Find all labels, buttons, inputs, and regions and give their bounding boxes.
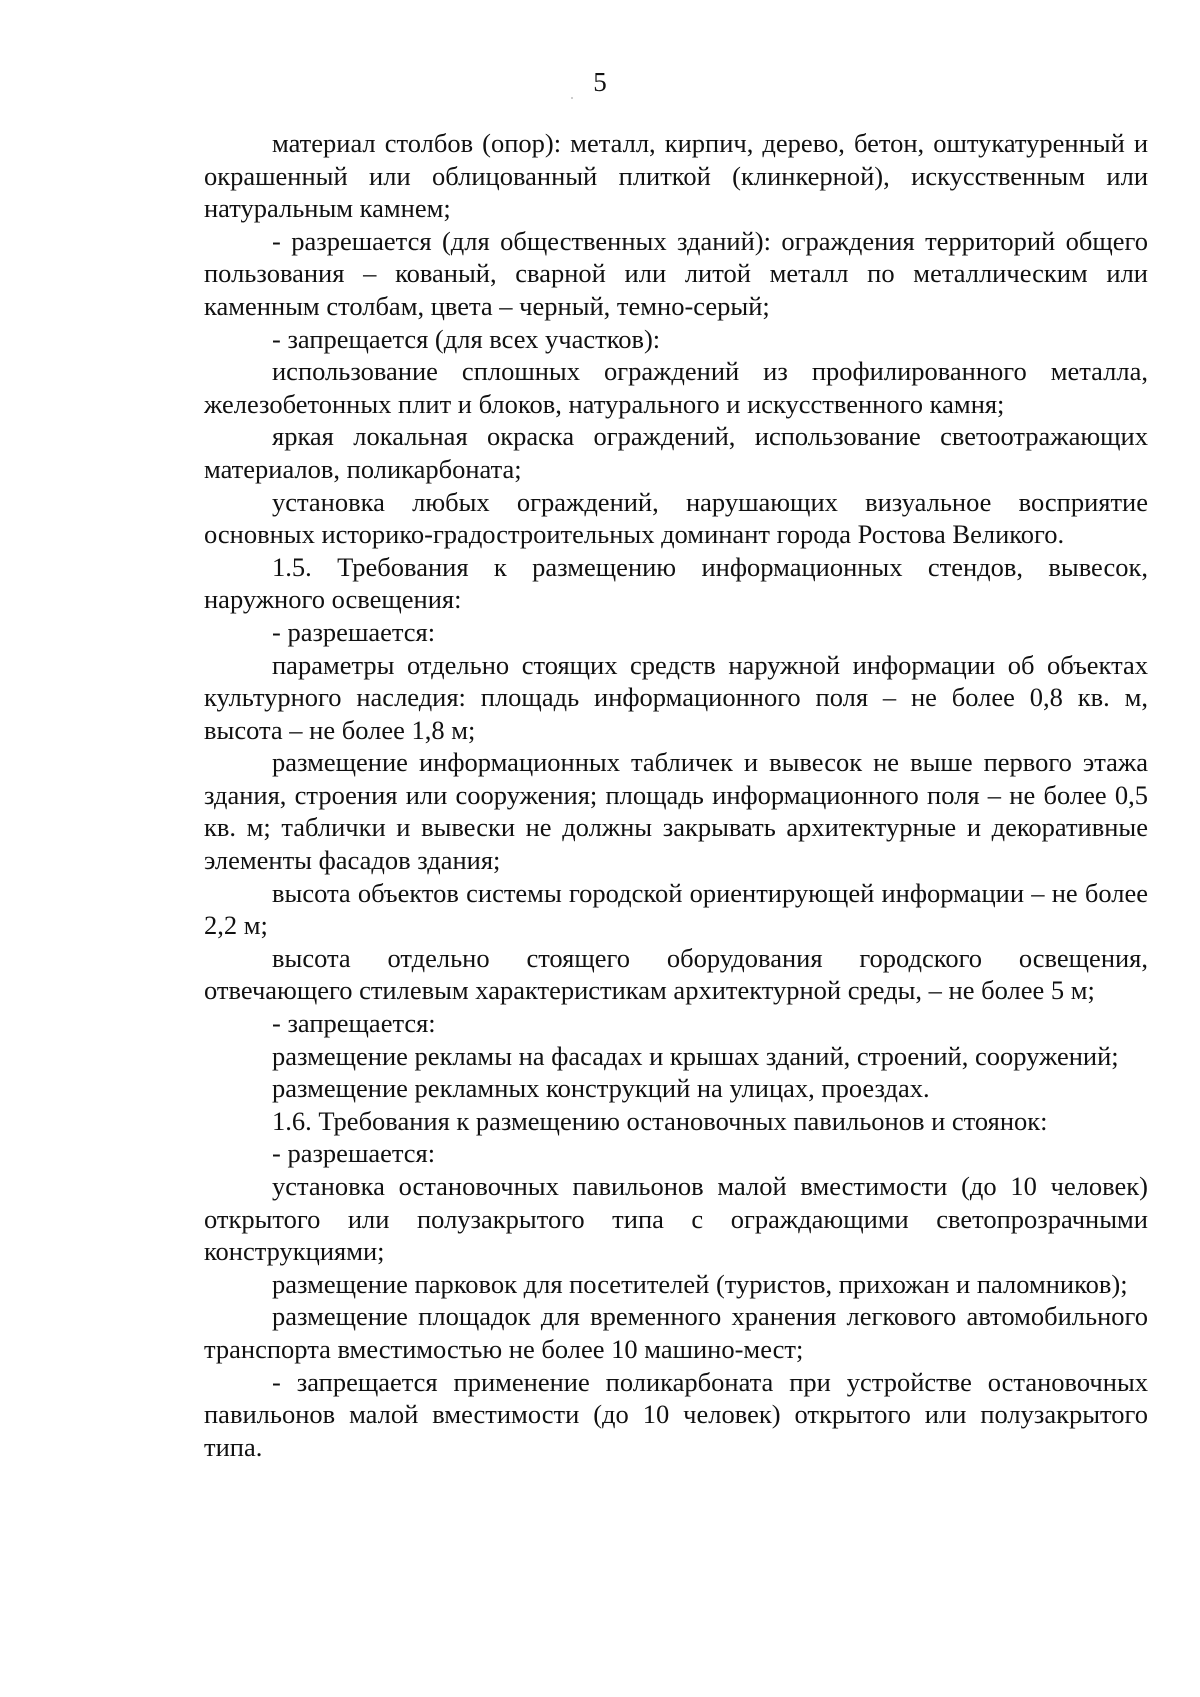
section-heading-1-6: 1.6. Требования к размещению остановочных павильонов и стоянок: — [272, 1105, 1048, 1136]
paragraph-allowed-1-5: - разрешается: — [272, 616, 436, 647]
paragraph-advertising-streets: размещение рекламных конструкций на улицах, проездах. — [272, 1073, 930, 1104]
page-number: 5 — [593, 67, 607, 97]
paragraph-allowed-public-buildings: - разрешается (для общественных зданий): ограждения территорий общего пользования – кованый, сварной или литой металл по металлическим или каменным столбам, цвета – черный, темно-серый; — [204, 225, 1148, 321]
paragraph-solid-fences: использование сплошных ограждений из профилированного металла, железобетонных плит и блоков, натурального и искусственного камня; — [204, 356, 1148, 419]
scan-speck — [571, 97, 573, 99]
paragraph-visitor-parking: размещение парковок для посетителей (туристов, прихожан и паломников); — [272, 1268, 1128, 1299]
paragraph-lighting-height: высота отдельно стоящего оборудования городского освещения, отвечающего стилевым характеристикам архитектурной среды, – не более 5 м; — [204, 942, 1148, 1006]
paragraph-bright-coloring: яркая локальная окраска ограждений, использование светоотражающих материалов, поликарбоната; — [204, 421, 1148, 484]
paragraph-allowed-1-6: - разрешается: — [272, 1138, 436, 1169]
paragraph-signs-placement: размещение информационных табличек и вывесок не выше первого этажа здания, строения или сооружения; площадь информационного поля – не более 0,5 кв. м; таблички и вывески не должны закрывать архитектурные и декоративные элементы фасадов здания; — [204, 747, 1148, 876]
document-body — [204, 127, 1148, 1463]
paragraph-prohibited-1-5: - запрещается: — [272, 1008, 436, 1039]
paragraph-pillar-material: материал столбов (опор): металл, кирпич, дерево, бетон, оштукатуренный и окрашенный или облицованный плиткой (клинкерной), искусственным или натуральным камнем; — [204, 128, 1148, 224]
paragraph-polycarbonate-prohibited: - запрещается применение поликарбоната при устройстве остановочных павильонов малой вместимости (до 10 человек) открытого или полузакрытого типа. — [204, 1366, 1148, 1462]
paragraph-advertising-facades: размещение рекламы на фасадах и крышах зданий, строений, сооружений; — [272, 1040, 1119, 1071]
paragraph-standalone-info: параметры отдельно стоящих средств наружной информации об объектах культурного наследия: площадь информационного поля – не более 0,8 кв. м, высота – не более 1,8 м; — [204, 649, 1148, 745]
paragraph-visual-perception: установка любых ограждений, нарушающих визуальное восприятие основных историко-градостроительных доминант города Ростова Великого. — [204, 486, 1148, 550]
paragraph-orientation-info-height: высота объектов системы городской ориентирующей информации – не более 2,2 м; — [204, 877, 1148, 941]
section-heading-1-5: 1.5. Требования к размещению информационных стендов, вывесок, наружного освещения: — [204, 551, 1148, 615]
paragraph-bus-shelters: установка остановочных павильонов малой вместимости (до 10 человек) открытого или полузакрытого типа с ограждающими светопрозрачными конструкциями; — [204, 1171, 1148, 1267]
paragraph-car-storage: размещение площадок для временного хранения легкового автомобильного транспорта вместимостью не более 10 машино-мест; — [204, 1301, 1148, 1364]
paragraph-prohibited-all-plots: - запрещается (для всех участков): — [272, 323, 661, 354]
